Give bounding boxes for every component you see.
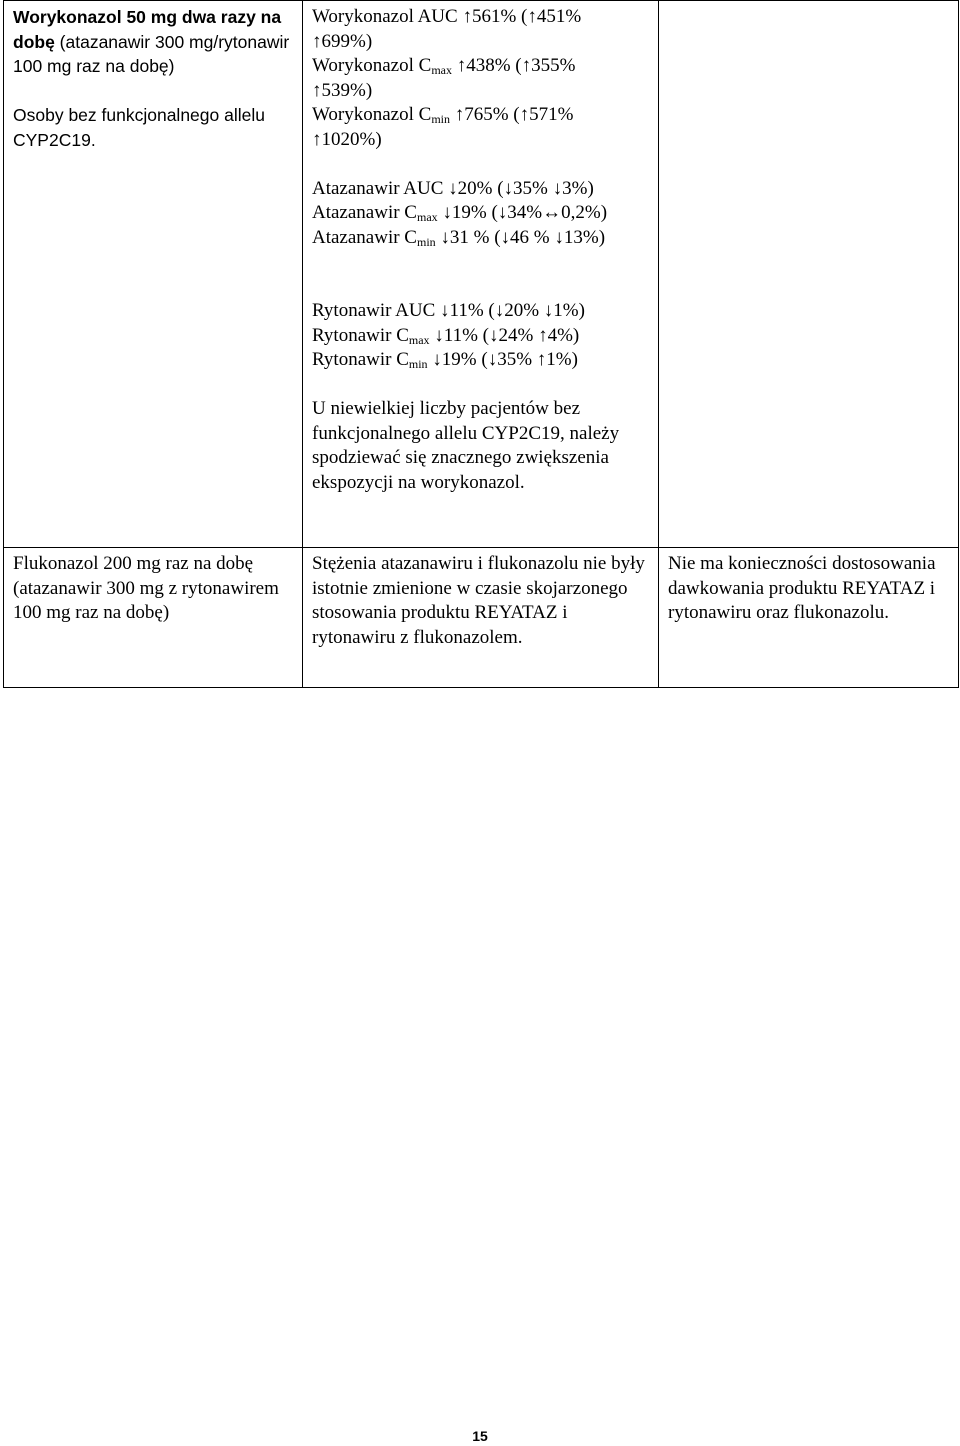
dose-voriconazole: (atazanawir 300 mg/rytonawir 100 mg raz na dobę) xyxy=(13,31,290,76)
effect-line: Worykonazol $C_{min}$ ↑765% (↑571% ↑1020%) xyxy=(312,104,574,150)
effect-line: Atazanawir $C_{min}$ ↓31 % (↓46 % ↓13%) xyxy=(312,226,606,249)
dose-fluconazole: (atazanawir 300 mg z rytonawirem 100 mg raz na dobę) xyxy=(13,577,279,623)
cell-effects-fluconazole: Stężenia atazanawiru i flukonazolu nie były istotnie zmienione w czasie skojarzonego stosowania produktu REYATAZ i rytonawiru z flukonazolem. xyxy=(303,548,659,688)
effect-line: Rytonawir AUC ↓11% (↓20% ↓1%) xyxy=(312,300,585,321)
effect-line: Worykonazol AUC ↑561% (↑451% ↑699%) xyxy=(312,6,582,52)
table-row-voriconazole xyxy=(4,1,959,548)
population-note: Osoby bez funkcjonalnego allelu CYP2C19. xyxy=(13,105,265,150)
cyp2c19-note: U niewielkiej liczby pacjentów bez funkcjonalnego allelu CYP2C19, należy spodziewać się znacznego zwiększenia ekspozycji na worykonazol. xyxy=(312,398,620,493)
effect-line: Worykonazol $C_{max}$ ↑438% (↑355% ↑539%) xyxy=(312,55,576,101)
interaction-table xyxy=(3,0,959,688)
cell-recommendation-fluconazole: Nie ma konieczności dostosowania dawkowania produktu REYATAZ i rytonawiru oraz flukonazolu. xyxy=(659,548,959,688)
cell-recommendation-voriconazole xyxy=(659,1,959,548)
effect-line: Atazanawir $C_{max}$ ↓19% (↓34%↔0,2%) xyxy=(312,202,608,224)
table-row-fluconazole xyxy=(4,548,959,688)
drug-name-voriconazole: Worykonazol 50 mg dwa razy na dobę xyxy=(13,7,282,52)
cell-effects-voriconazole xyxy=(303,1,659,548)
cell-drug-fluconazole xyxy=(4,548,303,688)
effect-line: Rytonawir $C_{max}$ ↓11% (↓24% ↑4%) xyxy=(312,324,580,347)
effect-line: Atazanawir AUC ↓20% (↓35% ↓3%) xyxy=(312,177,594,199)
effect-line: Rytonawir $C_{min}$ ↓19% (↓35% ↑1%) xyxy=(312,349,578,371)
drug-name-fluconazole: Flukonazol 200 mg raz na dobę xyxy=(13,553,254,574)
page-number: 15 xyxy=(472,1428,488,1444)
cell-drug-voriconazole xyxy=(4,1,303,548)
